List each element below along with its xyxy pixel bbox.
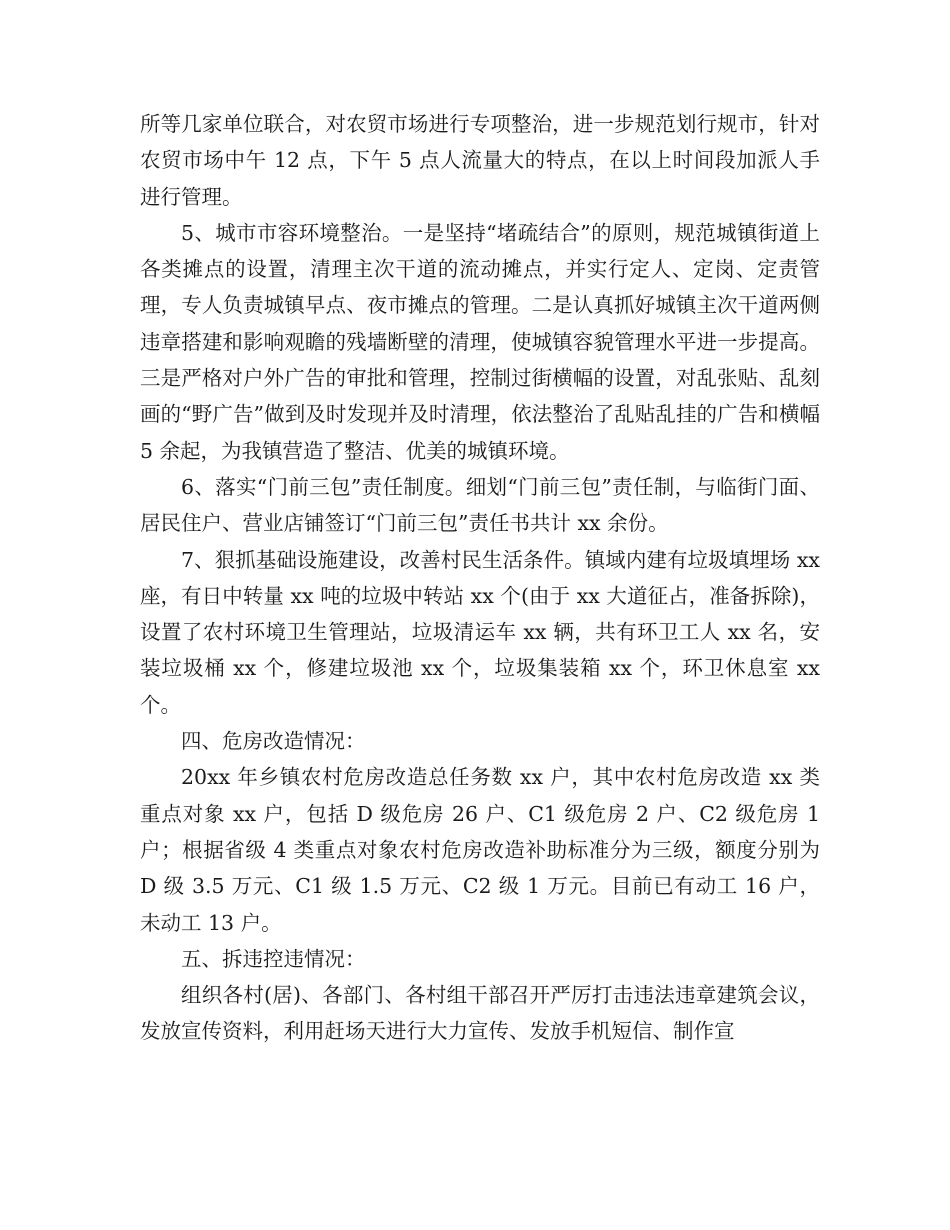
heading-dilapidated-housing: 四、危房改造情况： — [181, 729, 366, 754]
paragraph-illegal-construction: 组织各村(居)、各部门、各村组干部召开严厉打击违法违章建筑会议，发放宣传资料，利用赶场天进行大力宣传、发放手机短信、制作宣 — [140, 983, 820, 1044]
paragraph-infrastructure: 7、狠抓基础设施建设，改善村民生活条件。镇域内建有垃圾填埋场 xx 座，有日中转量 xx 吨的垃圾中转站 xx 个(由于 xx 大道征占，准备拆除)，设置了农村环境卫生管理站，垃圾清运车 xx 辆，共有环卫工人 xx 名，安装垃圾桶 xx 个，修建垃圾池 xx 个，垃圾集装箱 xx 个，环卫休息室 xx 个。 — [140, 547, 820, 717]
paragraph-market-continuation: 所等几家单位联合，对农贸市场进行专项整治，进一步规范划行规市，针对农贸市场中午 12 点，下午 5 点人流量大的特点，在以上时间段加派人手进行管理。 — [140, 112, 820, 209]
paragraph-dilapidated-housing: 20xx 年乡镇农村危房改造总任务数 xx 户，其中农村危房改造 xx 类重点对象 xx 户，包括 D 级危房 26 户、C1 级危房 2 户、C2 级危房 1 户；根据省级 4 类重点对象农村危房改造补助标准分为三级，额度分别为 D 级 3.5 万元、C1 级 1.5 万元、C2 级 1 万元。目前已有动工 16 户，未动工 13 户。 — [140, 765, 820, 935]
paragraph-storefront-responsibility: 6、落实“门前三包”责任制度。细划“门前三包”责任制，与临街门面、居民住户、营业店铺签订“门前三包”责任书共计 xx 余份。 — [140, 474, 820, 536]
heading-illegal-construction: 五、拆违控违情况： — [181, 946, 366, 971]
paragraph-city-appearance: 5、城市市容环境整治。一是坚持“堵疏结合”的原则，规范城镇街道上各类摊点的设置，清理主次干道的流动摊点，并实行定人、定岗、定责管理，专人负责城镇早点、夜市摊点的管理。二是认真抓好城镇主次干道两侧违章搭建和影响观瞻的残墙断壁的清理，使城镇容貌管理水平进一步提高。三是严格对户外广告的审批和管理，控制过街横幅的设置，对乱张贴、乱刻画的“野广告”做到及时发现并及时清理，依法整治了乱贴乱挂的广告和横幅 5 余起，为我镇营造了整洁、优美的城镇环境。 — [140, 220, 820, 463]
document-body — [140, 106, 820, 1050]
